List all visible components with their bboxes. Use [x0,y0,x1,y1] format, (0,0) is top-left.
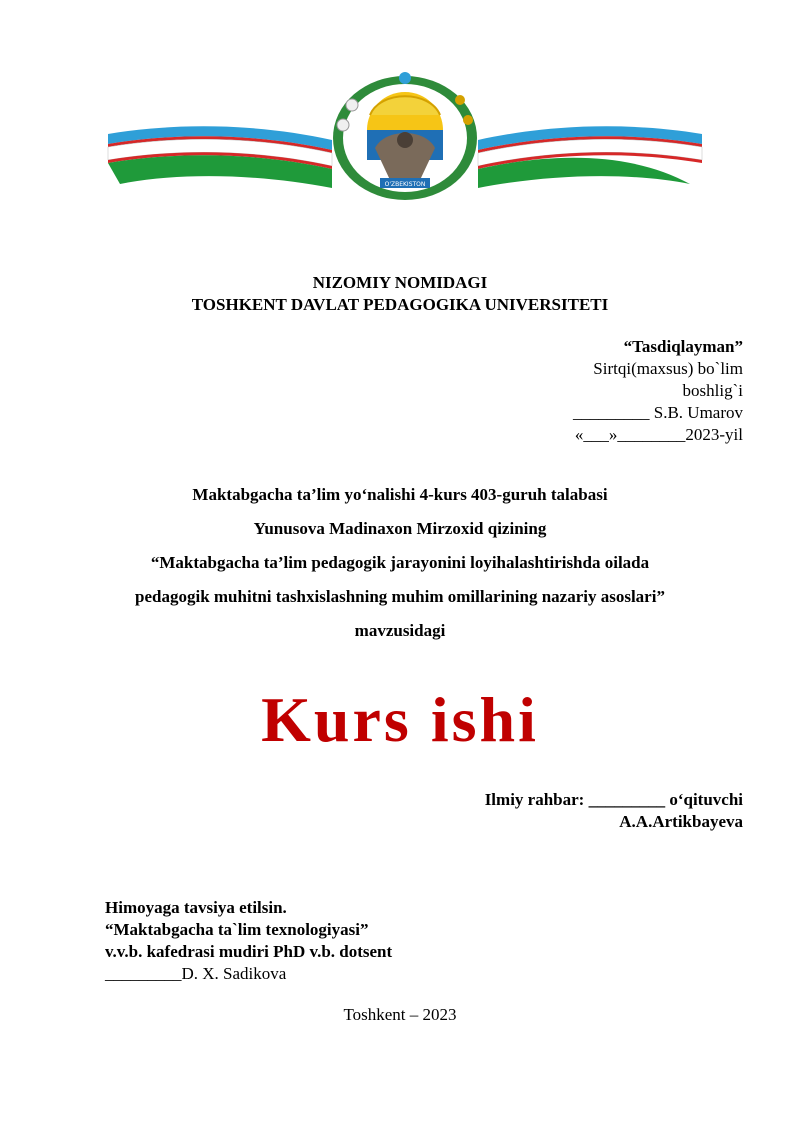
university-line-1: NIZOMIY NOMIDAGI [312,273,488,292]
flag-banner-right [478,126,702,188]
student-topic-block [0,478,800,648]
approval-line-4: «___»________2023-yil [574,425,743,444]
defense-line-1: Himoyaga tavsiya etilsin. [105,898,287,917]
approval-line-2: boshlig`i [682,381,743,400]
defense-recommendation-block [105,897,392,985]
document-title: Kurs ishi [261,684,539,755]
student-line-2: Yunusova Madinaxon Mirzoxid qizining [253,519,547,538]
advisor-line-2: A.A.Artikbayeva [619,812,743,831]
defense-line-3: v.v.b. kafedrasi mudiri PhD v.b. dotsent [105,942,393,961]
university-name [0,272,800,316]
approval-block [573,336,743,446]
student-line-4: pedagogik muhitni tashxislashning muhim omillarining nazariy asoslari” [135,587,665,606]
student-line-3: “Maktabgacha ta’lim pedagogik jarayonini loyihalashtirishda oilada [150,553,650,572]
student-line-1: Maktabgacha ta’lim yo‘nalishi 4-kurs 403-guruh talabasi [192,485,608,504]
coat-of-arms [333,72,477,200]
student-line-5: mavzusidagi [354,621,446,640]
state-emblem-with-flag-banner [100,70,710,200]
approval-line-3: _________ S.B. Umarov [573,403,743,422]
city-year: Toshkent – 2023 [343,1005,457,1024]
university-line-2: TOSHKENT DAVLAT PEDAGOGIKA UNIVERSITETI [191,295,609,314]
advisor-line-1: Ilmiy rahbar: _________ o‘qituvchi [484,790,743,809]
advisor-block [485,789,743,833]
defense-line-4: _________D. X. Sadikova [105,964,287,983]
svg-text:O'ZBEKISTON: O'ZBEKISTON [384,181,426,188]
approval-line-1: Sirtqi(maxsus) bo`lim [593,359,743,378]
approval-heading: “Tasdiqlayman” [623,337,743,356]
defense-line-2: “Maktabgacha ta`lim texnologiyasi” [105,920,369,939]
flag-banner-left [108,126,332,188]
